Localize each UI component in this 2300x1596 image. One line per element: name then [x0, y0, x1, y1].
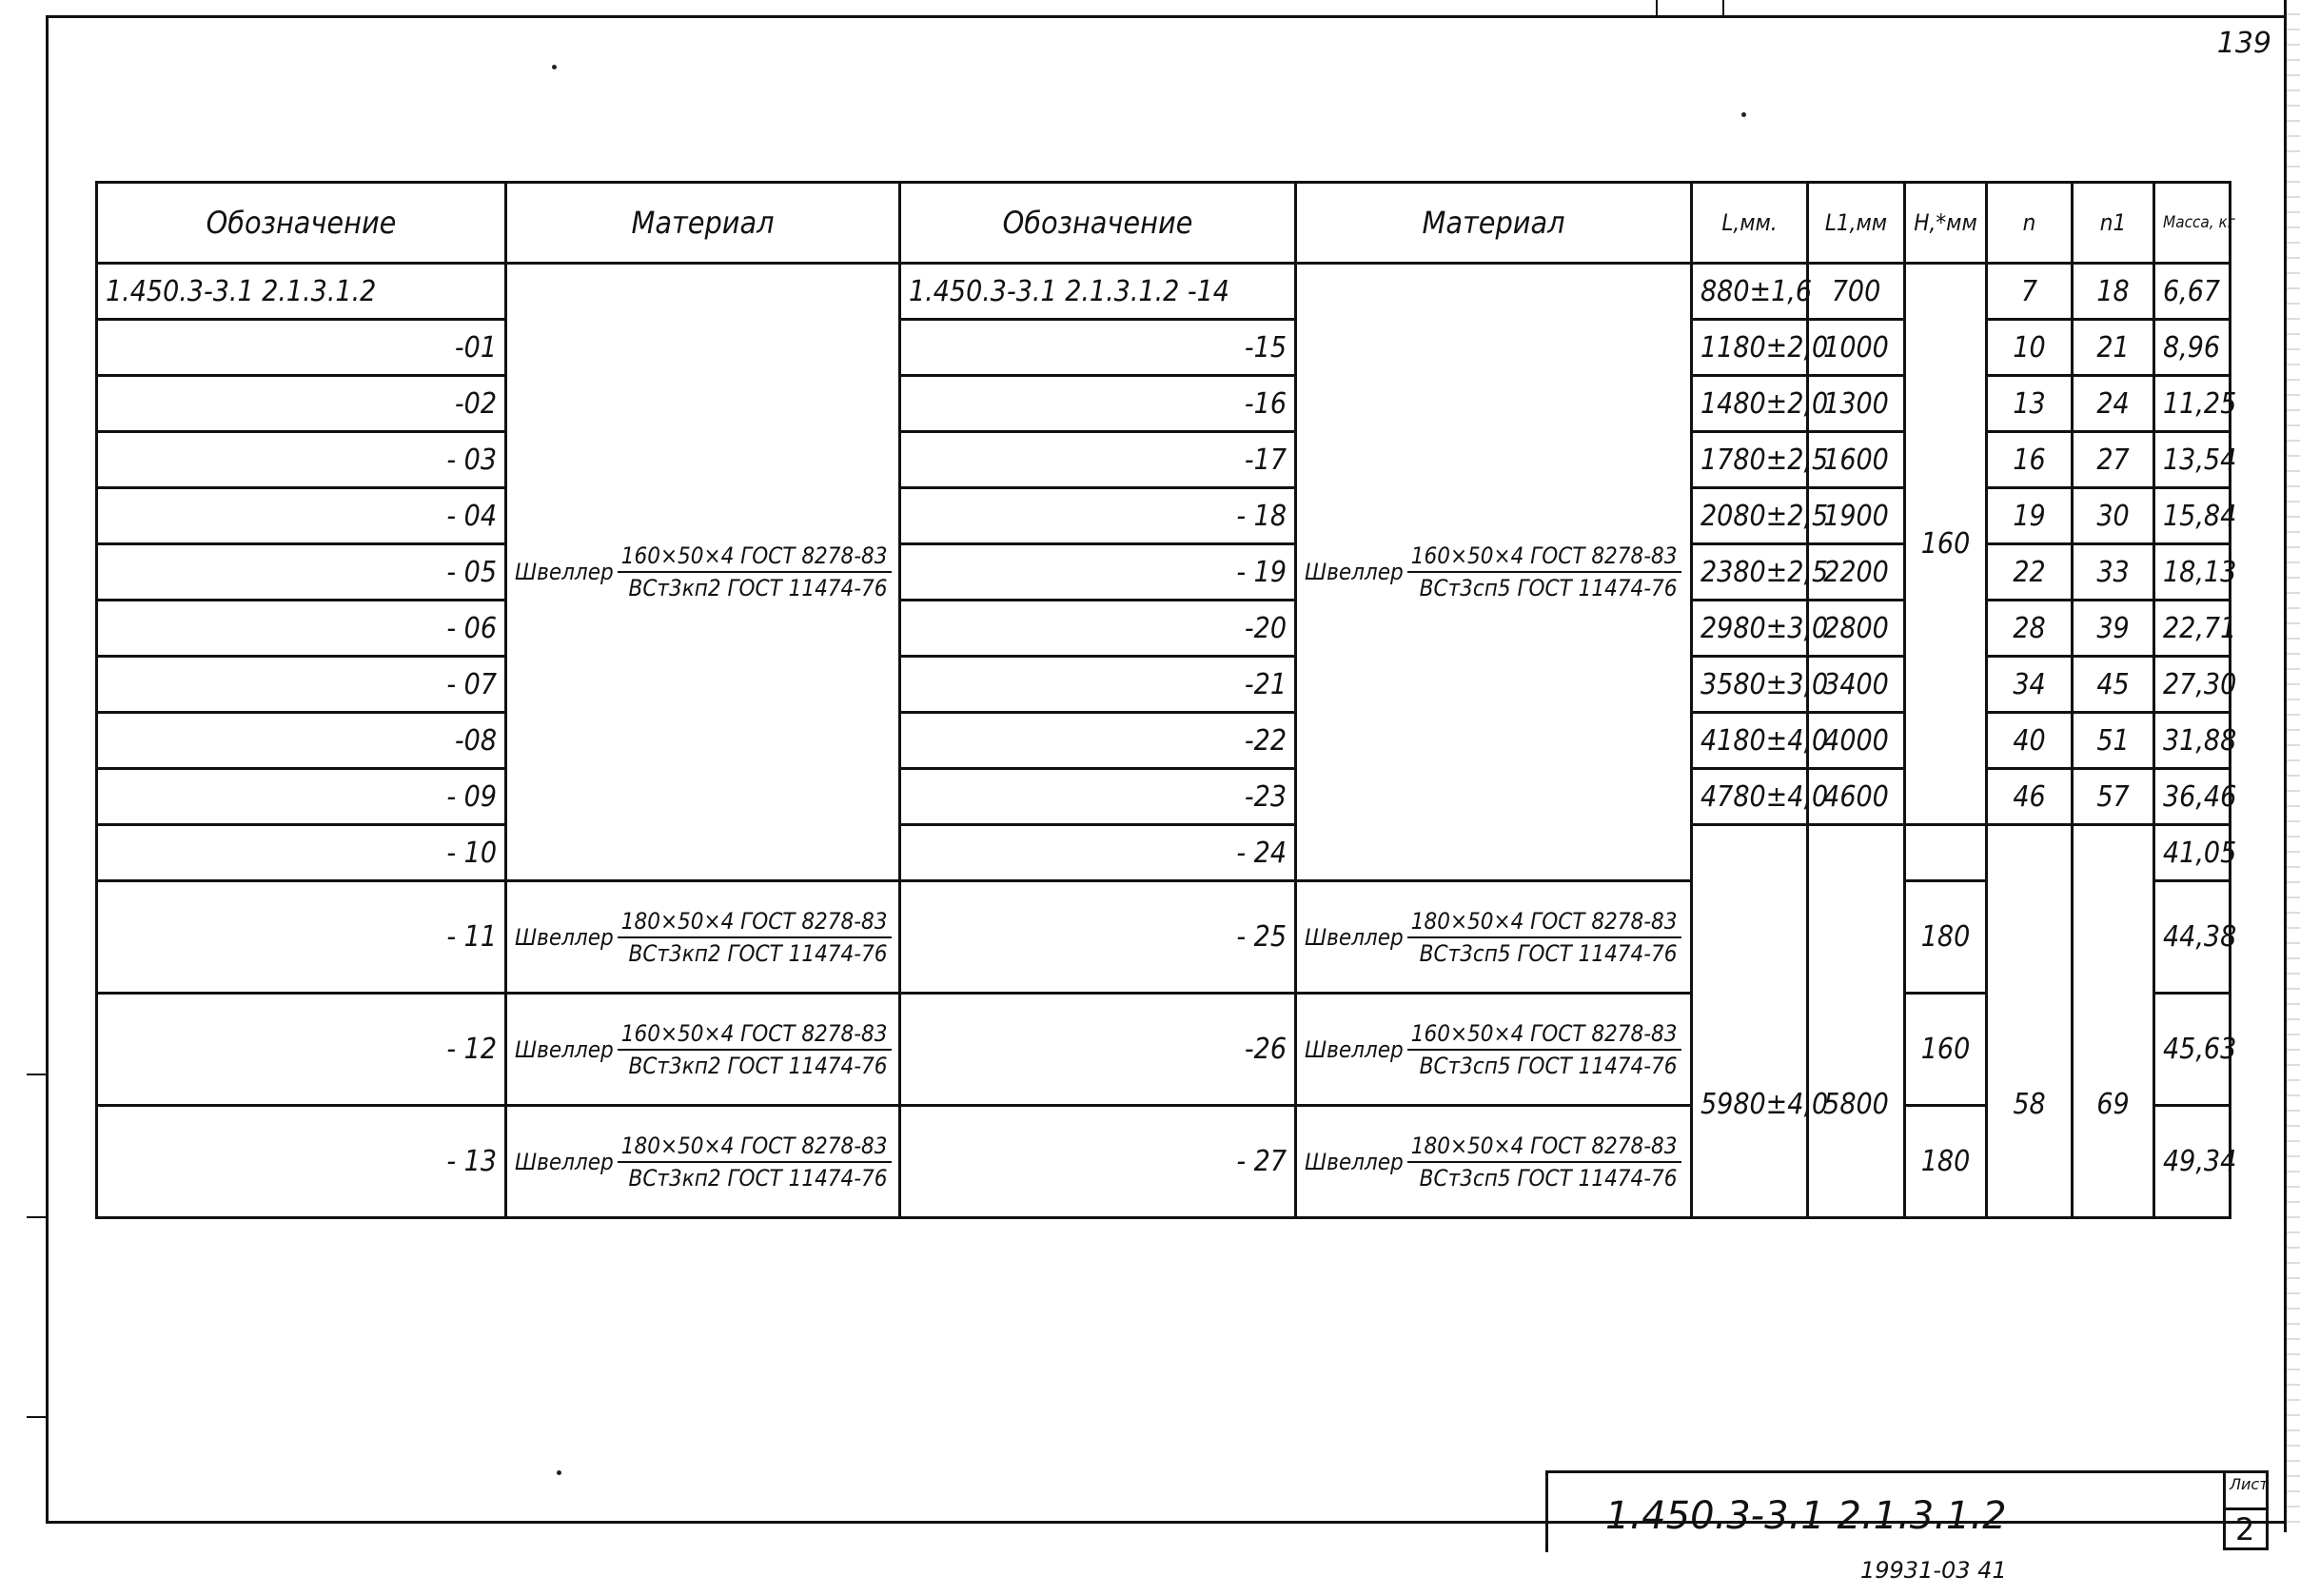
n-cell: 13: [1987, 376, 2073, 432]
n-cell: 28: [1987, 601, 2073, 657]
margin-tick: [27, 1074, 48, 1075]
profile-spec: 160×50×4 ГОСТ 8278-83: [1407, 1020, 1681, 1051]
length-cell: 2980±3,0: [1692, 601, 1808, 657]
mass-cell: 31,88: [2154, 713, 2231, 769]
designation-cell: - 07: [97, 657, 506, 713]
n-cell: 19: [1987, 488, 2073, 544]
height-cell: 160: [1905, 264, 1987, 825]
designation-cell: - 06: [97, 601, 506, 657]
scan-speck: [1741, 112, 1746, 117]
length-1-cell: 700: [1808, 264, 1905, 320]
material-cell: [1296, 264, 1692, 881]
designation-cell: -01: [97, 320, 506, 376]
material-name: Швеллер: [515, 1148, 614, 1175]
designation-cell: - 25: [900, 881, 1296, 994]
designation-cell: 1.450.3-3.1 2.1.3.1.2 -14: [900, 264, 1296, 320]
document-code: 1.450.3-3.1 2.1.3.1.2: [1605, 1494, 2007, 1538]
frame-notch: [1656, 0, 1658, 15]
scan-speck: [557, 1470, 561, 1475]
table-row: [97, 881, 2231, 994]
material-fraction: [1305, 908, 1682, 967]
length-cell: 1180±2,0: [1692, 320, 1808, 376]
n1-cell: 21: [2073, 320, 2154, 376]
designation-cell: -22: [900, 713, 1296, 769]
sheet-label: Лист: [2230, 1475, 2269, 1493]
table-row: [97, 825, 2231, 881]
table-row: [97, 264, 2231, 320]
header-row: [97, 183, 2231, 264]
steel-grade: ВСт3сп5 ГОСТ 11474-76: [1419, 1164, 1678, 1192]
n-cell: 10: [1987, 320, 2073, 376]
designation-cell: - 18: [900, 488, 1296, 544]
material-name: Швеллер: [1305, 559, 1404, 585]
profile-spec: 180×50×4 ГОСТ 8278-83: [618, 1133, 892, 1163]
header-length: L,мм.: [1692, 183, 1808, 264]
steel-grade: ВСт3кп2 ГОСТ 11474-76: [628, 575, 888, 601]
header-designation-2: Обозначение: [900, 183, 1296, 264]
n-cell: 40: [1987, 713, 2073, 769]
n-cell: 46: [1987, 769, 2073, 825]
n1-cell: 45: [2073, 657, 2154, 713]
mass-cell: 45,63: [2154, 994, 2231, 1106]
title-block: [1545, 1470, 2231, 1552]
mass-cell: 18,13: [2154, 544, 2231, 601]
designation-cell: -20: [900, 601, 1296, 657]
steel-grade: ВСт3кп2 ГОСТ 11474-76: [628, 1052, 888, 1079]
profile-spec: 180×50×4 ГОСТ 8278-83: [1407, 908, 1681, 938]
sheet-divider: [2226, 1507, 2266, 1510]
designation-cell: -26: [900, 994, 1296, 1106]
n-cell: 22: [1987, 544, 2073, 601]
designation-cell: - 03: [97, 432, 506, 488]
material-fraction: [515, 542, 891, 601]
length-cell: 2080±2,5: [1692, 488, 1808, 544]
material-cell: [1296, 881, 1692, 994]
length-1-cell: 3400: [1808, 657, 1905, 713]
length-cell: 5980±4,0: [1692, 994, 1808, 1218]
specification-table: [95, 181, 2237, 1219]
material-name: Швеллер: [1305, 923, 1404, 951]
material-name: Швеллер: [1305, 1148, 1404, 1175]
mass-cell: 8,96: [2154, 320, 2231, 376]
designation-cell: - 09: [97, 769, 506, 825]
n1-cell: 57: [2073, 769, 2154, 825]
mass-cell: 41,05: [2154, 825, 2231, 881]
n1-cell: 18: [2073, 264, 2154, 320]
mass-cell: 15,84: [2154, 488, 2231, 544]
mass-cell: 49,34: [2154, 1106, 2231, 1218]
header-n1: n1: [2073, 183, 2154, 264]
margin-tick: [27, 1416, 48, 1418]
designation-cell: -02: [97, 376, 506, 432]
margin-tick: [27, 1216, 48, 1218]
designation-cell: - 27: [900, 1106, 1296, 1218]
length-1-cell: 2800: [1808, 601, 1905, 657]
sheet-number: 2: [2235, 1511, 2255, 1547]
n-cell: [1987, 825, 2073, 994]
mass-cell: 36,46: [2154, 769, 2231, 825]
archive-number: 19931-03 41: [1860, 1557, 2007, 1584]
designation-cell: -17: [900, 432, 1296, 488]
designation-cell: - 24: [900, 825, 1296, 881]
mass-cell: 11,25: [2154, 376, 2231, 432]
n1-cell: 69: [2073, 994, 2154, 1218]
length-1-cell: 5800: [1808, 994, 1905, 1218]
material-cell: [1296, 994, 1692, 1106]
length-cell: 1780±2,5: [1692, 432, 1808, 488]
length-1-cell: 1000: [1808, 320, 1905, 376]
header-height: H,*мм: [1905, 183, 1987, 264]
n-cell: 34: [1987, 657, 2073, 713]
height-cell: 180: [1905, 881, 1987, 994]
designation-cell: -15: [900, 320, 1296, 376]
material-fraction: [1305, 542, 1682, 601]
length-1-cell: 1900: [1808, 488, 1905, 544]
mass-cell: 6,67: [2154, 264, 2231, 320]
designation-cell: -08: [97, 713, 506, 769]
length-1-cell: 1300: [1808, 376, 1905, 432]
material-name: Швеллер: [1305, 1035, 1404, 1063]
length-1-cell: [1808, 825, 1905, 994]
material-fraction: [1305, 1020, 1682, 1079]
scan-speck: [552, 65, 557, 69]
length-cell: 4180±4,0: [1692, 713, 1808, 769]
n1-cell: 30: [2073, 488, 2154, 544]
header-n: n: [1987, 183, 2073, 264]
profile-spec: 180×50×4 ГОСТ 8278-83: [618, 908, 892, 938]
header-mass: Масса, кг: [2154, 183, 2231, 264]
profile-spec: 160×50×4 ГОСТ 8278-83: [618, 1020, 892, 1051]
material-name: Швеллер: [515, 1035, 614, 1063]
n-cell: 58: [1987, 994, 2073, 1218]
length-cell: [1692, 825, 1808, 994]
designation-cell: -21: [900, 657, 1296, 713]
length-cell: 2380±2,5: [1692, 544, 1808, 601]
designation-cell: - 13: [97, 1106, 506, 1218]
designation-cell: - 10: [97, 825, 506, 881]
profile-spec: 180×50×4 ГОСТ 8278-83: [1407, 1133, 1681, 1163]
n1-cell: 51: [2073, 713, 2154, 769]
designation-cell: -16: [900, 376, 1296, 432]
length-1-cell: 4000: [1808, 713, 1905, 769]
length-cell: 880±1,6: [1692, 264, 1808, 320]
n1-cell: 27: [2073, 432, 2154, 488]
material-cell: [506, 994, 900, 1106]
length-cell: 4780±4,0: [1692, 769, 1808, 825]
designation-cell: - 05: [97, 544, 506, 601]
material-cell: [506, 1106, 900, 1218]
n1-cell: [2073, 825, 2154, 994]
height-cell: 160: [1905, 994, 1987, 1106]
steel-grade: ВСт3кп2 ГОСТ 11474-76: [628, 939, 888, 967]
header-material: Материал: [506, 183, 900, 264]
length-cell: 3580±3,0: [1692, 657, 1808, 713]
steel-grade: ВСт3сп5 ГОСТ 11474-76: [1419, 1052, 1678, 1079]
length-1-cell: 4600: [1808, 769, 1905, 825]
material-fraction: [515, 1020, 891, 1079]
designation-cell: -23: [900, 769, 1296, 825]
binding-edge: [2284, 0, 2300, 1532]
steel-grade: ВСт3сп5 ГОСТ 11474-76: [1419, 939, 1678, 967]
page-number: 139: [2216, 27, 2271, 60]
designation-cell: - 11: [97, 881, 506, 994]
steel-grade: ВСт3сп5 ГОСТ 11474-76: [1419, 575, 1678, 601]
header-material-2: Материал: [1296, 183, 1692, 264]
mass-cell: 44,38: [2154, 881, 2231, 994]
material-fraction: [515, 908, 891, 967]
profile-spec: 160×50×4 ГОСТ 8278-83: [618, 542, 892, 573]
material-cell: [506, 264, 900, 881]
n1-cell: 33: [2073, 544, 2154, 601]
mass-cell: 13,54: [2154, 432, 2231, 488]
material-name: Швеллер: [515, 559, 614, 585]
designation-cell: - 12: [97, 994, 506, 1106]
length-cell: 1480±2,0: [1692, 376, 1808, 432]
mass-cell: 22,71: [2154, 601, 2231, 657]
designation-cell: - 19: [900, 544, 1296, 601]
n1-cell: 39: [2073, 601, 2154, 657]
height-cell: 180: [1905, 1106, 1987, 1218]
material-cell: [506, 881, 900, 994]
designation-cell: - 04: [97, 488, 506, 544]
designation-cell: 1.450.3-3.1 2.1.3.1.2: [97, 264, 506, 320]
header-length-1: L1,мм: [1808, 183, 1905, 264]
mass-cell: 27,30: [2154, 657, 2231, 713]
table-row: [97, 1106, 2231, 1218]
material-fraction: [515, 1133, 891, 1192]
profile-spec: 160×50×4 ГОСТ 8278-83: [1407, 542, 1681, 573]
length-1-cell: 1600: [1808, 432, 1905, 488]
n-cell: 7: [1987, 264, 2073, 320]
steel-grade: ВСт3кп2 ГОСТ 11474-76: [628, 1164, 888, 1192]
material-cell: [1296, 1106, 1692, 1218]
header-designation: Обозначение: [97, 183, 506, 264]
table-row: [97, 994, 2231, 1106]
length-1-cell: 2200: [1808, 544, 1905, 601]
n-cell: 16: [1987, 432, 2073, 488]
n1-cell: 24: [2073, 376, 2154, 432]
material-fraction: [1305, 1133, 1682, 1192]
frame-notch: [1722, 0, 1724, 15]
height-cell: [1905, 825, 1987, 881]
sheet-number-box: [2223, 1470, 2269, 1550]
material-name: Швеллер: [515, 923, 614, 951]
